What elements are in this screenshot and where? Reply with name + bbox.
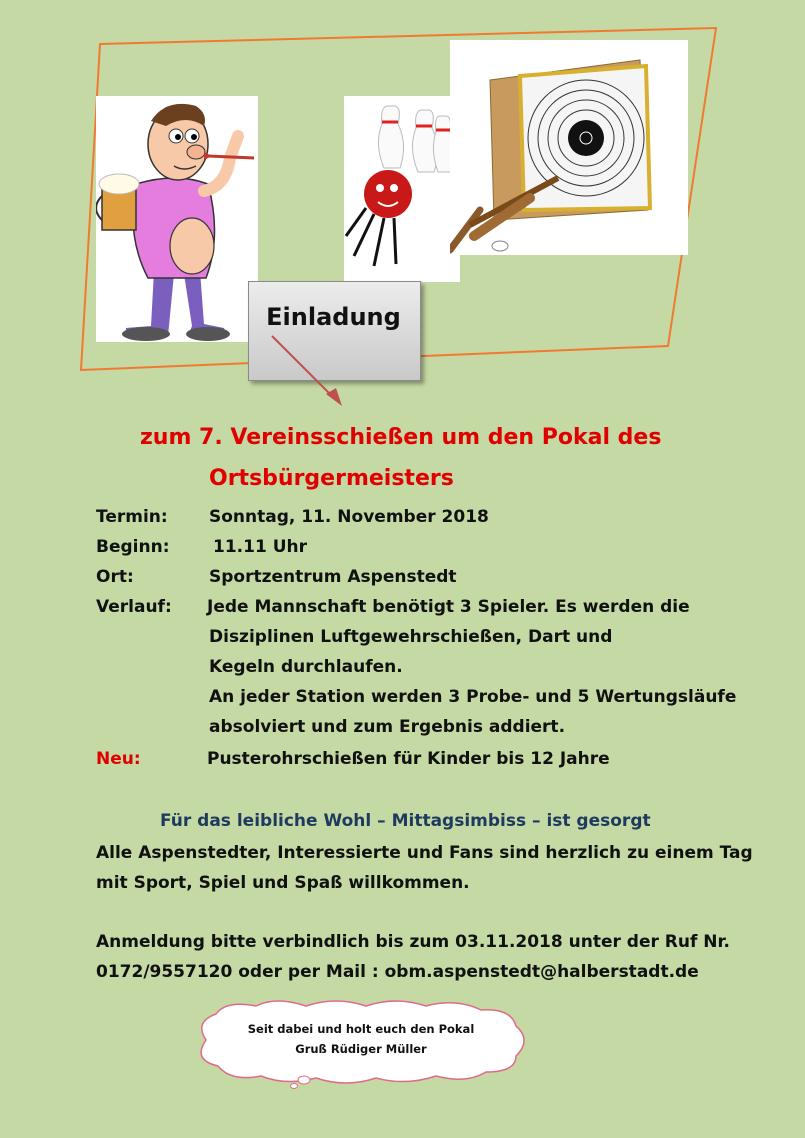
neu-value: Pusterohrschießen für Kinder bis 12 Jahre [207, 749, 610, 769]
food-note: Für das leibliche Wohl – Mittagsimbiss – ist gesorgt [160, 811, 651, 831]
arrow-icon [266, 330, 356, 410]
registration-line: Anmeldung bitte verbindlich bis zum 03.11.2018 unter der Ruf Nr. [96, 932, 730, 952]
event-title-line-1: zum 7. Vereinsschießen um den Pokal des [140, 425, 662, 450]
invitation-label: Einladung [266, 303, 401, 331]
verlauf-line: Disziplinen Luftgewehrschießen, Dart und [209, 627, 613, 647]
cloud-line-2: Gruß Rüdiger Müller [295, 1042, 427, 1056]
air-rifle-target-illustration [450, 40, 688, 255]
dart-player-illustration [96, 96, 258, 342]
verlauf-line: An jeder Station werden 3 Probe- und 5 Wertungsläufe [209, 687, 737, 707]
verlauf-line: absolviert und zum Ergebnis addiert. [209, 717, 566, 737]
cloud-line-1: Seit dabei und holt euch den Pokal [247, 1022, 475, 1036]
welcome-line: Alle Aspenstedter, Interessierte und Fans sind herzlich zu einem Tag [96, 843, 753, 863]
event-title-line-2: Ortsbürgermeisters [209, 466, 454, 491]
beginn-label: Beginn: [96, 537, 170, 557]
registration-line: 0172/9557120 oder per Mail : obm.aspenstedt@halberstadt.de [96, 962, 699, 982]
welcome-line: mit Sport, Spiel und Spaß willkommen. [96, 873, 470, 893]
ort-value: Sportzentrum Aspenstedt [209, 567, 457, 587]
verlauf-label: Verlauf: [96, 597, 172, 617]
termin-value: Sonntag, 11. November 2018 [209, 507, 489, 527]
verlauf-line: Kegeln durchlaufen. [209, 657, 403, 677]
bowling-pins-illustration [344, 96, 460, 282]
beginn-value: 11.11 Uhr [213, 537, 307, 557]
ort-label: Ort: [96, 567, 134, 587]
termin-label: Termin: [96, 507, 168, 527]
verlauf-line: Jede Mannschaft benötigt 3 Spieler. Es werden die [207, 597, 690, 617]
neu-label: Neu: [96, 749, 141, 769]
